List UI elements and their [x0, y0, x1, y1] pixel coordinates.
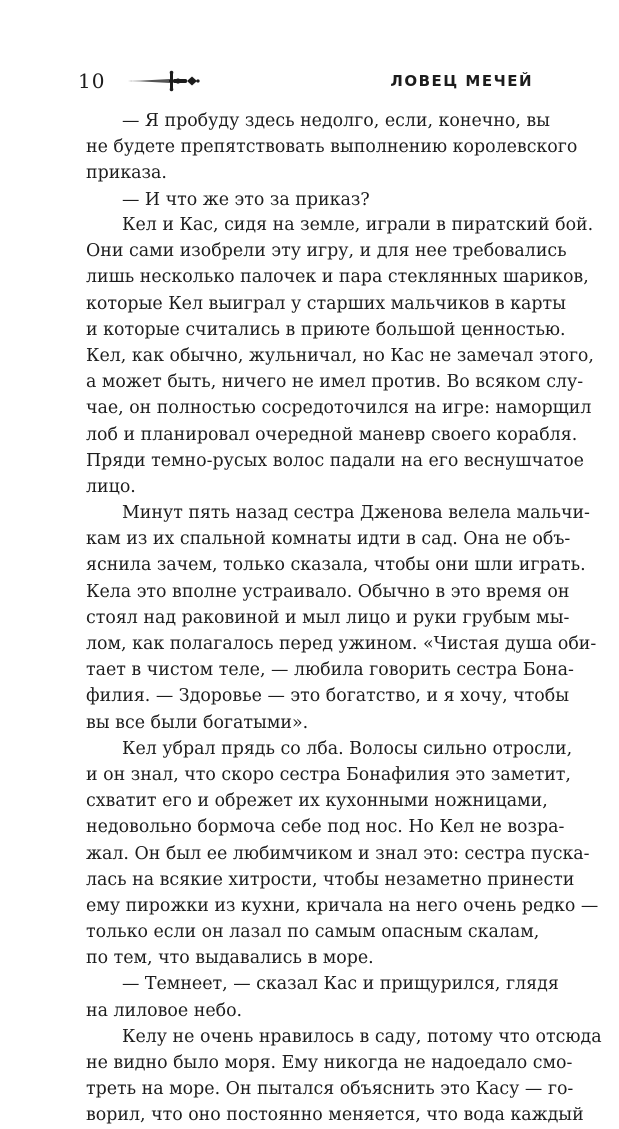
text-line: яснила зачем, только сказала, чтобы они шли играть. — [86, 555, 586, 576]
text-line: вы все были богатыми». — [86, 712, 309, 733]
text-line: Пряди темно-русых волос падали на его веснушчатое — [86, 450, 584, 471]
text-line: лом, как полагалось перед ужином. «Чистая душа оби- — [86, 634, 597, 654]
text-line: схватит его и обрежет их кухонными ножницами, — [86, 791, 548, 812]
text-line: Они сами изобрели эту игру, и для нее требовались — [86, 241, 567, 262]
text-line: а может быть, ничего не имел против. Во всяком слу- — [86, 372, 584, 393]
text-line: жал. Он был ее любимчиком и знал это: сестра пуска- — [86, 843, 590, 864]
text-line: не будете препятствовать выполнению королевского — [86, 137, 578, 158]
text-line: Кел убрал прядь со лба. Волосы сильно отросли, — [122, 738, 573, 759]
text-line: и которые считались в приюте большой ценностью. — [86, 319, 566, 340]
text-line: треть на море. Он пытался объяснить это Касу — го- — [86, 1079, 574, 1100]
text-line: Келу не очень нравилось в саду, потому что отсюда — [122, 1026, 602, 1047]
text-line: кам из их спальной комнаты идти в сад. Она не объ- — [86, 529, 571, 550]
text-line: которые Кел выиграл у старших мальчиков в карты — [86, 293, 566, 314]
text-line: — Я пробуду здесь недолго, если, конечно, вы — [122, 111, 551, 131]
text-line: по тем, что выдавались в море. — [86, 948, 374, 969]
text-line: лишь несколько палочек и пара стеклянных шариков, — [86, 267, 589, 288]
body-text-block — [86, 212, 602, 1129]
text-line: лоб и планировал очередной маневр своего корабля. — [86, 424, 578, 445]
text-line: приказа. — [86, 163, 167, 184]
text-line: Минут пять назад сестра Дженова велела мальчи- — [122, 503, 590, 524]
page-number: 10 — [78, 69, 106, 93]
dagger-icon — [126, 70, 200, 92]
text-line: ему пирожки из кухни, кричала на него очень редко — — [86, 895, 599, 916]
dialogue-block — [86, 108, 578, 213]
text-line: филия. — Здоровье — это богатство, и я хочу, чтобы — [86, 686, 570, 707]
text-line: не видно было моря. Ему никогда не надоедало смо- — [86, 1053, 573, 1073]
text-line: на лиловое небо. — [86, 1000, 243, 1021]
text-line: лицо. — [86, 476, 136, 497]
text-line: и он знал, что скоро сестра Бонафилия это заметит, — [86, 764, 571, 785]
text-line: — И что же это за приказ? — [122, 189, 370, 210]
text-line: Кел, как обычно, жульничал, но Кас не замечал этого, — [86, 345, 594, 366]
text-line: — Темнеет, — сказал Кас и прищурился, глядя — [122, 974, 559, 995]
text-line: чае, он полностью сосредоточился на игре: наморщил — [86, 398, 592, 419]
text-line: тает в чистом теле, — любила говорить сестра Бона- — [86, 660, 574, 681]
page-header — [0, 66, 619, 96]
text-line: только если он лазал по самым опасным скалам, — [86, 922, 540, 943]
text-line: недовольно бормоча себе под нос. Но Кел не возра- — [86, 817, 565, 838]
text-line: лась на всякие хитрости, чтобы незаметно принести — [86, 869, 575, 890]
text-line: Кел и Кас, сидя на земле, играли в пиратский бой. — [122, 215, 594, 235]
text-line: стоял над раковиной и мыл лицо и руки грубым мы- — [86, 607, 570, 628]
text-line: Кела это вполне устраивало. Обычно в это время он — [86, 581, 570, 602]
running-title: ЛОВЕЦ МЕЧЕЙ — [390, 72, 533, 90]
text-line: ворил, что оно постоянно меняется, что вода каждый — [86, 1105, 584, 1126]
